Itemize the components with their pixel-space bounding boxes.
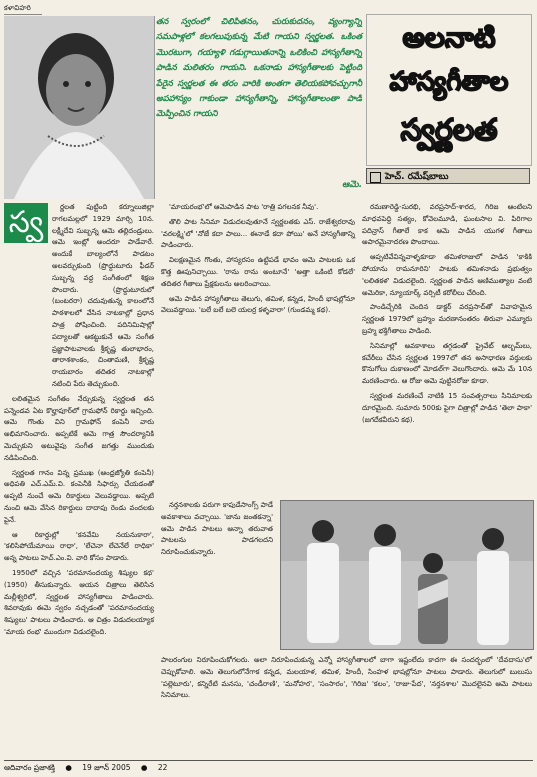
headline-box xyxy=(366,14,532,166)
paragraph: సినిమాల్లో అవకాశాలు తగ్గడంతో ప్రైవేట్ ఆల్బమ్‌లు, కచేరీలు చేసిన స్వర్ణలత 1997లో తన అసాధారణ వర్తులకు కొనుగోలు దుకాణంలో మోడల్‌గా వెలుగొందారు. ఆమె మే 10న మరణించారు. ఆ రోజు ఆమె పుట్టినరోజు కూడా. xyxy=(362,341,532,386)
paragraph: తొలి పాట సినిమా విడుదలవుతూనే స్వర్ణలతకు ఎస్. రాజేశ్వరరావు 'వరలక్ష్మి'లో 'నోజే కదా పాలు... ఈనాడే కదా పోయి' అనే హాస్యగీతాన్ని పాడించారు. xyxy=(161,217,355,250)
intro-blurb: తన స్వరంలో చిలిపితనం, చురుకుదనం, వ్యంగ్యాన్ని సమపాళ్లలో కలగలుపుకున్న మేటి గాయని స్వర్ణలత. ఒకింత మొరటుగా, గయ్యాళి గడుగ్గాయితనాన్ని ఒలికించి హాస్యగీతాన్ని పాడిన మలితరం గాయని. ఒకనాడు హాస్యగీతాలకు పెట్టింది పేరైన స్వర్ణలత ఈ తరం వారికి అంతగా తెలియకపోవచ్చుగానీ అపహాస్యం గాకుండా హాస్యగీతాన్ని, హాస్యగీతాలంతా పాడి మెప్పించిన గాయని xyxy=(156,16,362,119)
paragraph: రమణారెడ్డి-సురభి, వరప్రసాద్-శారద, గిరిజ ఆంటిలని మాధవపెద్ది సత్యం, కోవెలమూడి, ఘంటసాల వి. పిరిగాల పదిన్రాస్ గీతాలే కాక ఆమె పాడిన యుగళ గీతాలు అపారమైనాదరణ పొందాయి. xyxy=(362,203,532,247)
paragraph: ఆమె పాడిన హాస్యగీతాలు తెలుగు, తమిళ, కన్నడ, హిందీ భాషల్లోనూ వెలువడ్డాయి. 'బలే బలే బలె యలర్ర కళ్ళవారా' (గుండమ్మ కథ). xyxy=(161,294,355,315)
headline-line-1: అలనాటి xyxy=(402,21,496,54)
portrait-photo xyxy=(4,16,155,199)
intro-signoff: ఆమె. xyxy=(342,180,363,190)
paragraph: నర్తనశాలకు పరుగా కాపుడేసాంగ్స్ పాడే అవకాశాలు వచ్చాయి. 'జాను జంతకన్నా' ఆమె పాడిన పాటలు ఆన్నా తరువాత పాటలను పాడగలదని నిరూపించుకున్నారు. xyxy=(161,501,273,557)
portrait-illustration xyxy=(4,16,154,199)
paragraph: విలక్షణమైన గొంతు, హాస్యరసం ఉట్టిపడే భావం ఆమె పాటలకు ఒక కొత్త ఊపునిచ్చాయి. 'రాను రాను అంటూనే' 'అత్తా ఒకింటి కోడలే' తదితర గీతాలు ప్రేక్షకులను అలరించాయి. xyxy=(161,256,355,288)
article-column-2-lower xyxy=(161,500,273,562)
paragraph: పాండిచ్చేరికి చెందిన డాక్టర్ వరప్రసాద్‌తో వివాహమైన స్వర్ణలత 1979లో బ్రహ్మం మరణానంతరం తిరువా ఎమ్మూరు బ్రహ్మ భక్తిగీతాలు పాడింది. xyxy=(362,303,532,335)
headline-line-2: హాస్యగీతాల xyxy=(389,67,509,97)
paragraph: ఆప్పటివేవిన్నవాళ్ళకూడా తమిళరాజులో పాడిన 'కాకికి పోయాను రామనూరిని' పాటకు తమిళనాడు ప్రభుత్వం 'లలితకళ' విడుదలైంది. స్వర్ణలత పాడిన ఆణిముత్యాల వంటి అమెరికా, న్యూయార్క్ వర్సిటీ కరోలీలు చేరింది. xyxy=(362,253,532,297)
article-column-1 xyxy=(4,202,154,750)
paragraph: 1950లో వచ్చిన 'పరమానందయ్య శిష్యుల కథ' (1950) తీసుకున్నారు. ఆయన చిత్రాలు తెలిసిన మల్లీశ్వరిలో, స్వర్ణలత హాస్యగీతాలు పాడించారు. శివరావుకు ఈమె స్వరం నచ్చడంతో 'పరమానందయ్య శిష్యులు' పాటలు పాడించారు. ఆ చిత్రం విడుదలయ్యాక 'మాయ రంభ' ముందుగా విడుదలైంది. xyxy=(4,568,154,636)
paragraph: స్వర్ణలత గానం విన్న ప్రముఖ (ఆంధ్రజ్యోతి కంపెనీ) అధిపతి ఎచ్.ఎమ్.వి. కంపెనీకి సిఫార్సు చేయడంతో అప్పటి నుంచే ఆమె రికార్డులు వెలువడ్డాయి. అప్పటి నుంచి ఆమె వేసిన రికార్డులు దాదాపు రెండు వందలకు పైనే. xyxy=(4,468,154,524)
issue-date: 19 జూన్ 2005 xyxy=(82,763,131,772)
publication-name: ఆదివారం ప్రజాశక్తి xyxy=(4,763,55,772)
article-column-3 xyxy=(362,202,532,429)
author-name: హెచ్. రమేష్‌బాబు xyxy=(385,172,449,182)
page-number: 22 xyxy=(157,763,168,772)
section-tag: కళావిహరి xyxy=(4,3,42,15)
page-footer xyxy=(4,760,533,775)
photo-caption-text: పాలరంగుల నిరూపించుకోగలరు. అలా నిరూపించుకున్న ఎన్నో హాస్యగీతాలలో బాగా ఇష్టంలేదు కాదగా ఈ సందర్భంలో 'దేవదాసు'లో చెప్పుకోవాలి. ఆమె తెలుగులోనేగాక కన్నడ, మలయాళ, తమిళ, హిందీ, సింహళ భాషల్లోనూ పాటలు పాడారు. తెలుగులో బులుసు 'పల్లెటూరు', కన్నిరేటి మనసు, 'చండీరాణి', 'మనోహర', 'సంసారం', 'గిరిజ' 'కలం', 'రాజు-పేద', 'నర్తనశాల' మొదలైనవి ఆమె పాటలు సినిమాలు. xyxy=(161,656,532,700)
article-column-2 xyxy=(161,202,355,320)
paragraph: ర్ణలత పుట్టింది కర్నూలుజిల్లా రాగలమల్లలో 1929 మార్చి 10న. లక్ష్మీదేవి సుబ్బన్న ఆమె తల్లిదండ్రులు. ఆమె ఇంట్లో అందరూ పాడేవారే. అందుకే బాల్యంలోనే పాడటం అలవర్చుకుంది (ప్రొద్దుటూరు ఫీడర్ సుబ్బన్న వద్ద సంగీతంలో శిక్షణ పొందారు. (ప్రొద్దుటూరులో (బంటరరా) చదువుతున్న కాలంలోనే పాఠశాలలో వేసిన నాటకాల్లో ప్రధాన పాత్ర పోషించింది. పదినిమిషాల్లో పద్యాలతో ఆకట్టుకునే ఆమె సంగీత ప్రజ్ఞాపాటవాలకు శ్రీకృష్ణ తులాభారం, తారాశశాంకం, చింతామణి, శ్రీకృష్ణ రాయబారం తదితర నాటకాల్లో నటించి పేరు తెచ్చుకుంది. xyxy=(52,203,154,388)
byline-square-icon xyxy=(370,172,381,183)
paragraph: స్వర్ణలత మరణించే నాటికి 15 సంవత్సరాలు సినిమాలకు దూరమైంది. సుమారు 500కు పైగా చిత్రాల్లో పాడిన 'తెలా పాకా' (జగదేకవీరుని కథ). xyxy=(362,391,532,424)
group-photo-illustration xyxy=(281,501,533,649)
bullet-icon: ● xyxy=(140,763,148,772)
drop-cap: స్వ xyxy=(4,203,48,243)
bullet-icon: ● xyxy=(65,763,72,772)
group-photo xyxy=(280,500,534,650)
headline-line-3: స్వర్ణలత xyxy=(400,113,498,148)
author-byline xyxy=(366,168,530,184)
paragraph: ఆ రికార్డుల్లో 'కనవేమి నయనుకారా', 'కలిసిపోయేమాయి రాధా', 'లేచెనా లేచెనేలే రాధికా' అన్న పాటలు హెచ్.ఎం.వి. వారి కోసం పాడారు. xyxy=(4,530,154,563)
paragraph: లలితమైన సంగీతం నేర్చుకున్న స్వర్ణలత తన పన్నెండవ ఏట కొల్హాపూర్‌లో గ్రామఫోన్ రికార్డు ఇచ్చింది. ఆమె గొంతు విని గ్రామఫోన్ కంపెనీ వారు అభిమానించారు. అప్పటికే ఆమె గాత్ర సౌందర్యానికి మెచ్చుకుని అటువైపు సంగీత జగత్తు ముందుకు నడిపించింది. xyxy=(4,394,154,462)
paragraph: 'మాయరంభ'లో ఆమెపాడిన పాట 'రాత్రి పగలనక నీవు'. xyxy=(169,203,319,211)
